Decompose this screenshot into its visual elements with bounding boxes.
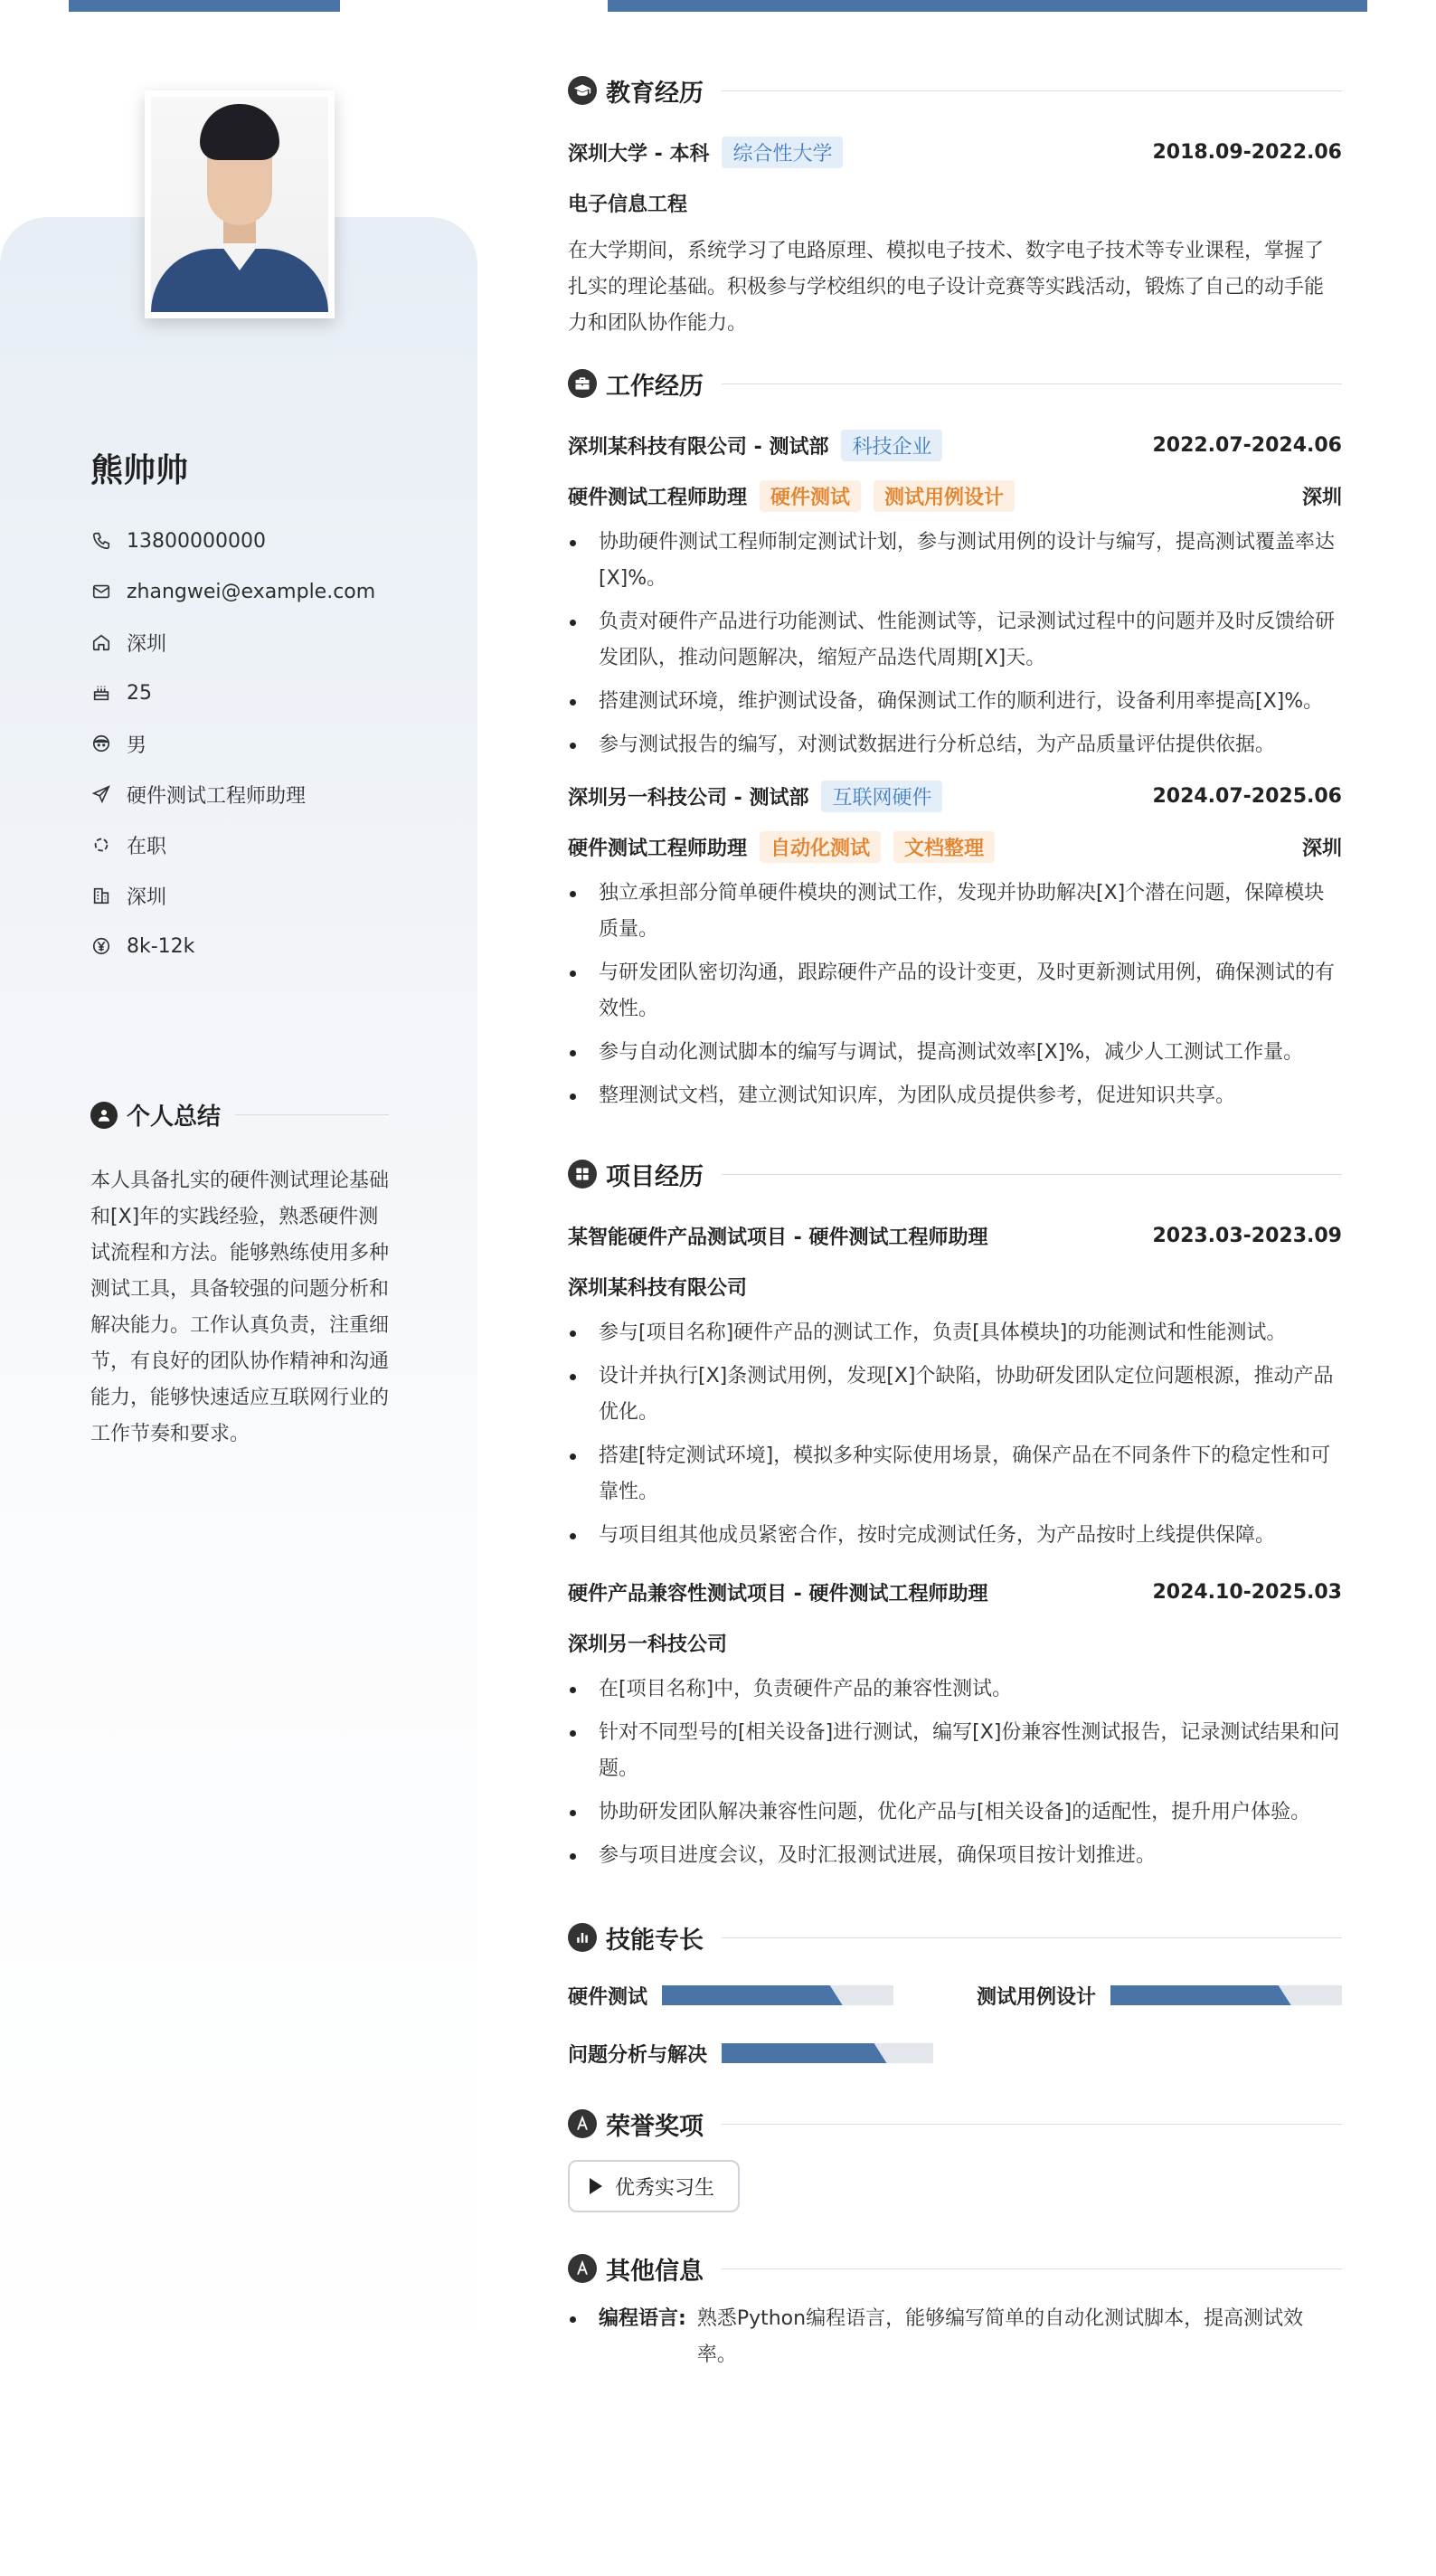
- work-title: 工作经历: [606, 372, 704, 401]
- project-company-row: [568, 1617, 1342, 1668]
- play-icon: [590, 2178, 602, 2194]
- skill-item: [968, 1966, 1342, 2024]
- info-status: [90, 819, 452, 870]
- other-key: 编程语言:: [599, 2307, 686, 2330]
- project-company: 深圳另一科技公司: [568, 1633, 728, 1656]
- grid-icon: [568, 1160, 597, 1189]
- project-company-row: [568, 1261, 1342, 1312]
- work-city: 深圳: [1301, 837, 1342, 860]
- project-name: 硬件产品兼容性测试项目 - 硬件测试工程师助理: [568, 1582, 988, 1605]
- project-company: 深圳某科技有限公司: [568, 1276, 748, 1300]
- skill-name: 问题分析与解决: [568, 2043, 708, 2067]
- list-item: 参与[项目名称]硬件产品的测试工作，负责[具体模块]的功能测试和性能测试。: [568, 1315, 1342, 1351]
- briefcase-icon: [568, 369, 597, 398]
- work-role-tag: 自动化测试: [760, 831, 881, 863]
- school-tag: 综合性大学: [722, 137, 843, 168]
- project-name-row: [568, 1210, 1342, 1261]
- user-icon: [90, 1102, 118, 1129]
- project-period: 2024.10-2025.03: [1152, 1580, 1342, 1604]
- skill-bar-track: [1110, 1985, 1342, 2005]
- top-accent-bar-left: [69, 0, 340, 12]
- info-location: [90, 617, 452, 668]
- work-role: 硬件测试工程师助理: [568, 837, 748, 860]
- info-salary: [90, 921, 452, 971]
- salary-text: 8k-12k: [127, 934, 195, 958]
- list-item: 与项目组其他成员紧密合作，按时完成测试任务，为产品按时上线提供保障。: [568, 1518, 1342, 1554]
- projects-divider: [722, 1174, 1342, 1175]
- skill-name: 硬件测试: [568, 1985, 648, 2009]
- phone-text: 13800000000: [127, 529, 266, 553]
- work-bullets: [568, 872, 1342, 1114]
- work-period: 2022.07-2024.06: [1152, 433, 1342, 457]
- work-company-row: [568, 420, 1342, 470]
- skill-bar-track: [722, 2043, 933, 2063]
- list-item: 负责对硬件产品进行功能测试、性能测试等，记录测试过程中的问题并及时反馈给研发团队，推动问题解决，缩短产品迭代周期[X]天。: [568, 604, 1342, 677]
- work-role-row: [568, 470, 1342, 521]
- info-job-target: [90, 769, 452, 819]
- other-list: [568, 2292, 1342, 2373]
- building-icon: [90, 885, 112, 906]
- project-name-row: [568, 1567, 1342, 1617]
- phone-icon: [90, 530, 112, 552]
- bar-chart-icon: [568, 1923, 597, 1952]
- school-name: 深圳大学 - 本科: [568, 142, 710, 166]
- skill-bar-fill: [1110, 1985, 1291, 2005]
- gender-text: 男: [127, 734, 147, 757]
- skill-bar-fill: [662, 1985, 843, 2005]
- work-role-tag: 测试用例设计: [874, 480, 1015, 512]
- summary-text: 本人具备扎实的硬件测试理论基础和[X]年的实践经验，熟悉硬件测试流程和方法。能够熟练使用多种测试工具，具备较强的问题分析和解决能力。工作认真负责，注重细节，有良好的团队协作精神和沟通能力，能够快速适应互联网行业的工作节奏和要求。: [90, 1170, 390, 1445]
- status-icon: [90, 834, 112, 856]
- other-divider: [722, 2268, 1342, 2269]
- info-age: [90, 668, 452, 718]
- list-item: 整理测试文档，建立测试知识库，为团队成员提供参考，促进知识共享。: [568, 1078, 1342, 1114]
- main-content: [568, 67, 1342, 2373]
- home-icon: [90, 631, 112, 653]
- skill-item: [568, 2024, 948, 2082]
- award-icon: [568, 2109, 597, 2138]
- graduation-cap-icon: [568, 76, 597, 105]
- list-item: 协助硬件测试工程师制定测试计划，参与测试用例的设计与编写，提高测试覆盖率达[X]%。: [568, 525, 1342, 597]
- work-company-tag: 科技企业: [841, 430, 942, 461]
- work-company: 深圳某科技有限公司 - 测试部: [568, 435, 829, 459]
- list-item: 参与项目进度会议，及时汇报测试进展，确保项目按计划推进。: [568, 1838, 1342, 1874]
- info-gender: [90, 718, 452, 769]
- skill-bar-track: [662, 1985, 893, 2005]
- work-city: 深圳: [1301, 486, 1342, 509]
- list-item: 独立承担部分简单硬件模块的测试工作，发现并协助解决[X]个潜在问题，保障模块质量。: [568, 876, 1342, 948]
- project-bullets: [568, 1668, 1342, 1874]
- work-heading: [568, 360, 1342, 407]
- email-text: zhangwei@example.com: [127, 580, 376, 603]
- profile-photo: [145, 90, 335, 318]
- list-item: 协助研发团队解决兼容性问题，优化产品与[相关设备]的适配性，提升用户体验。: [568, 1795, 1342, 1831]
- project-item: [568, 1210, 1342, 1554]
- skill-name: 测试用例设计: [976, 1985, 1096, 2009]
- candidate-name: 熊帅帅: [90, 452, 189, 489]
- cake-icon: [90, 682, 112, 704]
- project-bullets: [568, 1312, 1342, 1554]
- other-value: 熟悉Python编程语言，能够编写简单的自动化测试脚本，提高测试效率。: [696, 2307, 1304, 2366]
- awards-heading: [568, 2100, 1342, 2147]
- summary-heading: [90, 1098, 389, 1132]
- contact-info-list: [90, 516, 452, 971]
- list-item: 参与自动化测试脚本的编写与调试，提高测试效率[X]%，减少人工测试工作量。: [568, 1035, 1342, 1071]
- location-text: 深圳: [127, 632, 167, 656]
- skill-bar-fill: [722, 2043, 887, 2063]
- education-divider: [722, 90, 1342, 91]
- skills-heading: [568, 1914, 1342, 1961]
- list-item: 与研发团队密切沟通，跟踪硬件产品的设计变更，及时更新测试用例，确保测试的有效性。: [568, 955, 1342, 1028]
- list-item: 在[项目名称]中，负责硬件产品的兼容性测试。: [568, 1672, 1342, 1708]
- awards-divider: [722, 2124, 1342, 2125]
- other-title: 其他信息: [606, 2257, 704, 2286]
- gender-icon: [90, 733, 112, 754]
- major-row: [568, 177, 1342, 228]
- work-bullets: [568, 521, 1342, 763]
- list-item: 参与测试报告的编写，对测试数据进行分析总结，为产品质量评估提供依据。: [568, 727, 1342, 763]
- list-item: 搭建测试环境，维护测试设备，确保测试工作的顺利进行，设备利用率提高[X]%。: [568, 684, 1342, 720]
- target-city-text: 深圳: [127, 886, 167, 909]
- info-target-city: [90, 870, 452, 921]
- money-icon: [90, 935, 112, 957]
- award-label: 优秀实习生: [615, 2176, 715, 2200]
- project-item: [568, 1567, 1342, 1874]
- projects-heading: [568, 1151, 1342, 1198]
- info-email: [90, 566, 452, 617]
- mail-icon: [90, 581, 112, 602]
- skill-item: [568, 1966, 948, 2024]
- summary-title: 个人总结: [127, 1103, 222, 1131]
- work-role-row: [568, 821, 1342, 872]
- age-text: 25: [127, 681, 152, 705]
- work-company-row: [568, 771, 1342, 821]
- job-target-text: 硬件测试工程师助理: [127, 784, 307, 808]
- project-period: 2023.03-2023.09: [1152, 1224, 1342, 1247]
- list-item: [568, 2301, 1342, 2373]
- education-title: 教育经历: [606, 79, 704, 108]
- work-role-tag: 硬件测试: [760, 480, 861, 512]
- award-item: [568, 2160, 740, 2212]
- skills-title: 技能专长: [606, 1926, 704, 1955]
- status-text: 在职: [127, 835, 167, 858]
- major-name: 电子信息工程: [568, 193, 688, 216]
- work-role-tag: 文档整理: [893, 831, 995, 863]
- work-item: [568, 771, 1342, 1114]
- work-company: 深圳另一科技公司 - 测试部: [568, 786, 809, 810]
- list-item: 设计并执行[X]条测试用例，发现[X]个缺陷，协助研发团队定位问题根源，推动产品优化。: [568, 1359, 1342, 1431]
- skills-divider: [722, 1937, 1342, 1938]
- education-heading: [568, 67, 1342, 114]
- top-accent-bar-right: [608, 0, 1367, 12]
- education-description: 在大学期间，系统学习了电路原理、模拟电子技术、数字电子技术等专业课程，掌握了扎实的理论基础。积极参与学校组织的电子设计竞赛等实践活动，锻炼了自己的动手能力和团队协作能力。: [568, 240, 1325, 335]
- education-period: 2018.09-2022.06: [1152, 140, 1342, 164]
- education-row: [568, 127, 1342, 177]
- list-item: 搭建[特定测试环境]，模拟多种实际使用场景，确保产品在不同条件下的稳定性和可靠性。: [568, 1438, 1342, 1511]
- awards-title: 荣誉奖项: [606, 2112, 704, 2141]
- info-phone: [90, 516, 452, 566]
- other-heading: [568, 2245, 1342, 2292]
- skills-list: [568, 1966, 1342, 2082]
- projects-title: 项目经历: [606, 1162, 704, 1191]
- work-company-tag: 互联网硬件: [821, 781, 942, 812]
- work-item: [568, 420, 1342, 763]
- work-period: 2024.07-2025.06: [1152, 784, 1342, 808]
- send-icon: [90, 783, 112, 805]
- work-role: 硬件测试工程师助理: [568, 486, 748, 509]
- summary-divider: [235, 1114, 389, 1115]
- project-name: 某智能硬件产品测试项目 - 硬件测试工程师助理: [568, 1226, 988, 1249]
- info-icon: [568, 2254, 597, 2283]
- list-item: 针对不同型号的[相关设备]进行测试，编写[X]份兼容性测试报告，记录测试结果和问题。: [568, 1715, 1342, 1787]
